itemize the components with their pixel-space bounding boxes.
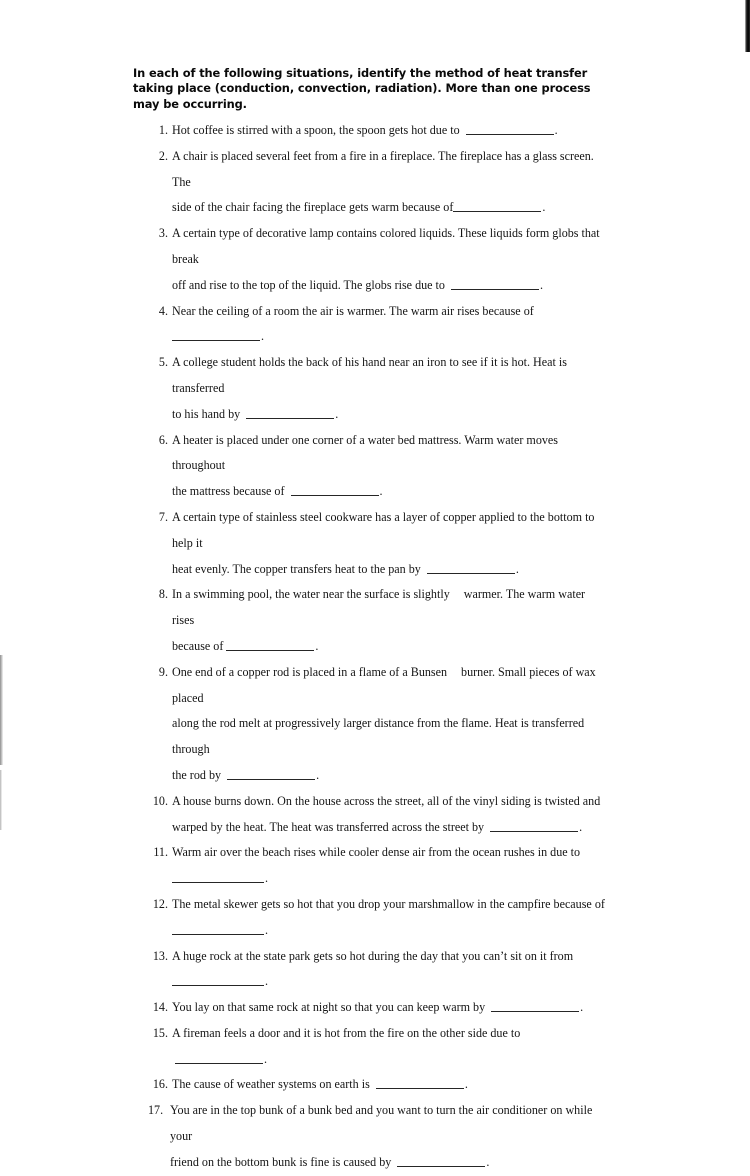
answer-blank[interactable] xyxy=(451,279,539,290)
question-number: 8. xyxy=(158,587,168,602)
question-number: 11. xyxy=(153,845,168,860)
line-punctuation: . xyxy=(335,406,339,421)
question-text: A huge rock at the state park gets so hot during the day that you can’t sit on it from xyxy=(172,948,574,963)
question-item xyxy=(148,118,608,144)
question-line xyxy=(172,582,608,634)
question-number: 15. xyxy=(152,1025,168,1040)
question-line xyxy=(172,299,608,351)
question-text: heat evenly. The copper transfers heat to the pan by xyxy=(172,561,424,576)
question-text: A certain type of stainless steel cookware has a layer of copper applied to the bottom to help it xyxy=(172,509,595,550)
question-line xyxy=(172,273,608,299)
line-punctuation: . xyxy=(580,1000,584,1015)
question-line xyxy=(172,505,608,557)
line-punctuation: . xyxy=(464,1077,468,1092)
question-item xyxy=(148,144,608,221)
question-number: 2. xyxy=(158,148,168,163)
scan-edge-artifact-right xyxy=(745,0,750,52)
answer-blank[interactable] xyxy=(172,330,260,341)
question-text: A fireman feels a door and it is hot from the fire on the other side due to xyxy=(172,1025,521,1040)
question-text: A house burns down. On the house across the street, all of the vinyl siding is twisted and xyxy=(172,793,601,808)
question-line xyxy=(172,1021,608,1073)
question-text: Warm air over the beach rises while cooler dense air from the ocean rushes in due to xyxy=(172,845,581,860)
question-text: The metal skewer gets so hot that you drop your marshmallow in the campfire because of xyxy=(172,896,605,911)
question-text: off and rise to the top of the liquid. The globs rise due to xyxy=(172,277,448,292)
question-text: to his hand by xyxy=(172,406,244,421)
question-item xyxy=(148,582,608,659)
question-line xyxy=(172,479,608,505)
question-line xyxy=(172,634,608,660)
line-punctuation: . xyxy=(539,277,544,292)
answer-blank[interactable] xyxy=(453,201,541,212)
question-line xyxy=(172,221,608,273)
answer-blank[interactable] xyxy=(227,769,315,780)
question-number: 1. xyxy=(158,123,168,137)
question-line xyxy=(172,557,608,583)
line-punctuation: . xyxy=(315,638,319,653)
question-number: 13. xyxy=(152,948,168,963)
question-item xyxy=(148,428,608,505)
question-text: You lay on that same rock at night so that you can keep warm by xyxy=(172,1000,489,1015)
answer-blank[interactable] xyxy=(490,821,578,832)
scan-edge-artifact-left xyxy=(0,655,3,765)
question-text: the mattress because of xyxy=(172,484,288,499)
answer-blank[interactable] xyxy=(246,408,334,419)
question-number: 4. xyxy=(158,303,168,318)
question-text: because of xyxy=(172,638,227,653)
question-line xyxy=(172,892,608,918)
question-text: The cause of weather systems on earth is xyxy=(172,1077,373,1092)
question-item xyxy=(148,995,608,1021)
question-line xyxy=(172,144,608,196)
question-text: warped by the heat. The heat was transferred across the street by xyxy=(172,819,488,834)
question-line xyxy=(172,763,608,789)
question-text: A heater is placed under one corner of a water bed mattress. Warm water moves throughout xyxy=(172,432,558,473)
question-item xyxy=(148,350,608,427)
question-item xyxy=(148,1021,608,1073)
question-item xyxy=(148,789,608,841)
line-punctuation: . xyxy=(486,1154,490,1169)
line-punctuation: . xyxy=(264,1051,268,1066)
question-text: Hot coffee is stirred with a spoon, the spoon gets hot due to xyxy=(172,123,463,137)
question-line xyxy=(172,402,608,428)
question-text: side of the chair facing the fireplace gets warm because of xyxy=(172,200,454,215)
question-text: A college student holds the back of his hand near an iron to see if it is hot. Heat is transferred xyxy=(172,355,567,395)
question-number: 6. xyxy=(158,432,168,447)
question-text: A chair is placed several feet from a fire in a fireplace. The fireplace has a glass screen. The xyxy=(172,148,594,189)
question-line xyxy=(172,995,608,1021)
answer-blank[interactable] xyxy=(376,1079,464,1090)
question-number: 14. xyxy=(152,1000,168,1015)
line-punctuation: . xyxy=(316,767,320,782)
question-text: the rod by xyxy=(172,767,225,782)
question-number: 16. xyxy=(152,1077,168,1092)
question-line xyxy=(172,118,608,144)
question-line xyxy=(172,660,608,712)
question-number: 17. xyxy=(148,1103,164,1118)
question-list xyxy=(148,118,608,1176)
question-text-continued: burner. Small pieces of wax placed xyxy=(172,664,596,705)
question-number: 5. xyxy=(158,355,168,370)
question-line xyxy=(172,815,608,841)
question-number: 3. xyxy=(158,226,168,241)
question-text: Near the ceiling of a room the air is warmer. The warm air rises because of xyxy=(172,303,534,318)
question-item xyxy=(148,1072,608,1098)
line-punctuation: . xyxy=(265,922,269,937)
question-line xyxy=(172,789,608,815)
worksheet-heading: In each of the following situations, identify the method of heat transfer taking place (conduction, convection, radiation). More than one process may be occurring. xyxy=(133,66,591,111)
question-number: 7. xyxy=(158,509,168,524)
question-item xyxy=(148,1098,608,1175)
answer-blank[interactable] xyxy=(427,563,515,574)
question-line xyxy=(170,1098,608,1150)
answer-blank[interactable] xyxy=(491,1001,579,1012)
question-text: friend on the bottom bunk is fine is caused by xyxy=(170,1154,395,1169)
line-punctuation: . xyxy=(265,974,269,989)
answer-blank[interactable] xyxy=(172,872,264,883)
question-text: along the rod melt at progressively larger distance from the flame. Heat is transferred through xyxy=(172,716,585,757)
line-punctuation: . xyxy=(579,819,583,834)
question-line xyxy=(172,711,608,763)
question-item xyxy=(148,892,608,944)
question-text: A certain type of decorative lamp contains colored liquids. These liquids form globs that break xyxy=(172,226,600,266)
scan-edge-artifact-left-lower xyxy=(0,770,2,830)
question-item xyxy=(148,221,608,298)
question-line xyxy=(172,918,608,944)
question-item xyxy=(148,505,608,582)
question-text-continued: warmer. The warm water rises xyxy=(172,587,586,628)
question-line xyxy=(172,944,608,970)
line-punctuation: . xyxy=(265,871,269,886)
line-punctuation: . xyxy=(515,561,519,576)
answer-blank[interactable] xyxy=(291,485,379,496)
answer-blank[interactable] xyxy=(172,975,264,986)
question-line xyxy=(172,1072,608,1098)
question-item xyxy=(148,840,608,892)
answer-blank[interactable] xyxy=(226,640,314,651)
question-item xyxy=(148,299,608,351)
question-line xyxy=(172,195,608,221)
question-line xyxy=(172,350,608,402)
answer-blank[interactable] xyxy=(466,124,554,135)
question-line xyxy=(170,1150,608,1176)
answer-blank[interactable] xyxy=(397,1156,485,1167)
line-punctuation: . xyxy=(554,123,558,137)
question-text: One end of a copper rod is placed in a flame of a Bunsen xyxy=(172,664,448,679)
question-number: 12. xyxy=(152,896,168,911)
question-line xyxy=(172,428,608,480)
question-text: In a swimming pool, the water near the surface is slightly xyxy=(172,587,450,602)
line-punctuation: . xyxy=(542,200,546,215)
question-item xyxy=(148,660,608,789)
question-number: 10. xyxy=(152,793,168,808)
question-line xyxy=(172,969,608,995)
question-number: 9. xyxy=(158,664,168,679)
answer-blank[interactable] xyxy=(175,1053,263,1064)
question-item xyxy=(148,944,608,996)
question-line xyxy=(172,840,608,866)
question-text: You are in the top bunk of a bunk bed and you want to turn the air conditioner on while your xyxy=(170,1103,593,1144)
answer-blank[interactable] xyxy=(172,924,264,935)
question-line xyxy=(172,866,608,892)
line-punctuation: . xyxy=(261,329,265,344)
line-punctuation: . xyxy=(379,484,383,499)
